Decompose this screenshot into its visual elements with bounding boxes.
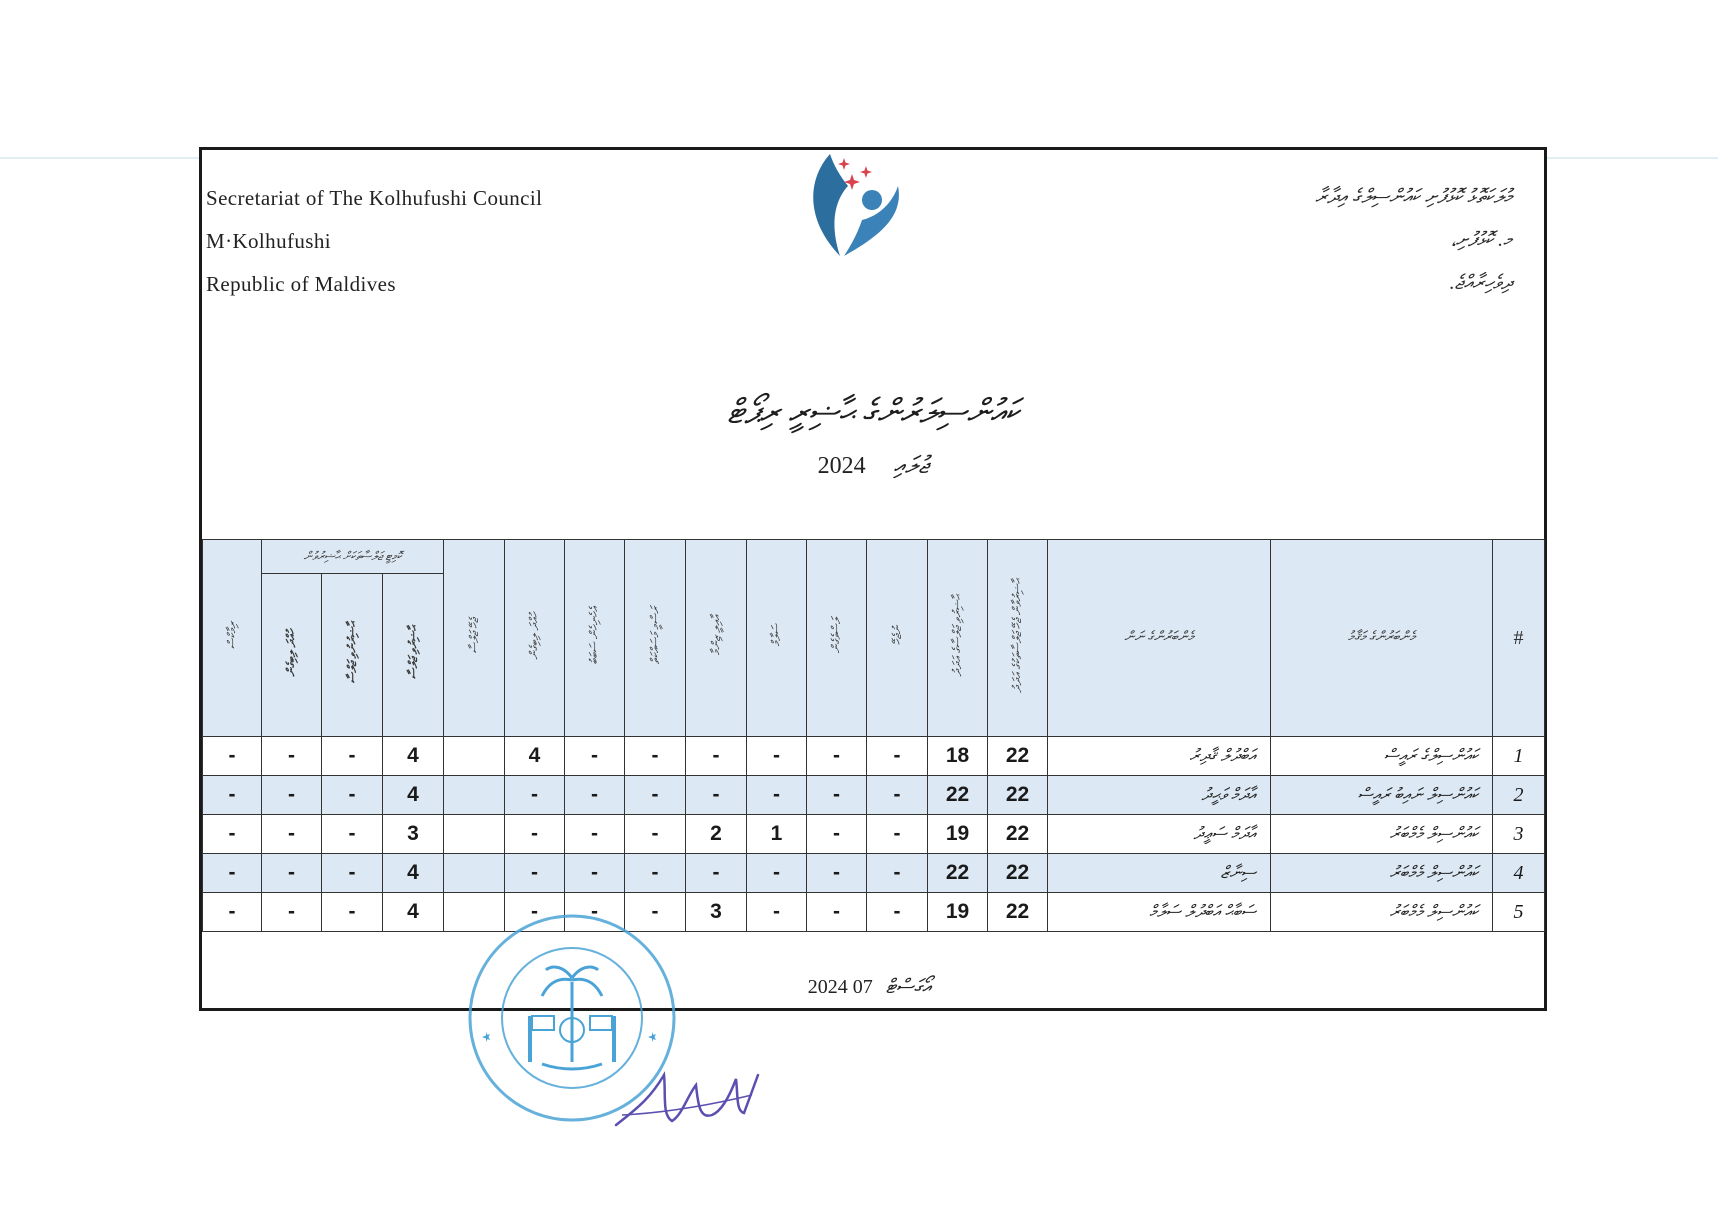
- header-sick: ސަލާމް: [747, 540, 807, 737]
- header-en-line-1: Secretariat of The Kolhufushi Council: [206, 186, 543, 210]
- cell-committee-required: [444, 737, 505, 776]
- cell-absent: -: [867, 893, 928, 932]
- cell-committee-1: 4: [383, 776, 444, 815]
- cell-excused: -: [505, 893, 565, 932]
- header-en-line-3: Republic of Maldives: [206, 272, 396, 296]
- header-committee-required: ޖެހޭ ޖަލްސާ: [444, 540, 505, 737]
- cell-remarks: -: [203, 854, 262, 893]
- cell-committee-2: -: [322, 776, 383, 815]
- cell-post: ކައުންސިލް މެމްބަރު: [1271, 815, 1493, 854]
- cell-absent: -: [867, 815, 928, 854]
- cell-remarks: -: [203, 737, 262, 776]
- cell-committee-2: -: [322, 815, 383, 854]
- cell-committee-1: 3: [383, 815, 444, 854]
- cell-absent: -: [867, 737, 928, 776]
- cell-family: 3: [686, 893, 747, 932]
- header-en-line-2: M·Kolhufushi: [206, 229, 331, 253]
- header-committee-attended: ޙާޟިރުވި ޖަލްސާ: [383, 574, 444, 737]
- cell-committee-3: -: [262, 776, 322, 815]
- cell-family: -: [686, 776, 747, 815]
- report-title: ކައުންސިލަރުންގެ ޙާޟިރީ ރިޕޯޓް: [727, 394, 1019, 431]
- cell-post: ކައުންސިލްގެ ރައީސް: [1271, 737, 1493, 776]
- header-member-post: މެންބަރުންގެ މަޤާމު: [1271, 540, 1493, 737]
- header-committee-leave: ހުއްދަ ލިބިގެން: [262, 574, 322, 737]
- cell-other: -: [565, 737, 625, 776]
- table-row: [203, 815, 1545, 854]
- signature: [612, 1055, 762, 1135]
- cell-name: އަބްދުލް ޤާދިރު: [1048, 737, 1271, 776]
- cell-family: -: [686, 737, 747, 776]
- cell-name: ސަބާޙް އަބްދުލް ސަލާމް: [1048, 893, 1271, 932]
- header-remarks: ރިމާކްސް: [203, 540, 262, 737]
- table-row: [203, 737, 1545, 776]
- cell-committee-1: 4: [383, 893, 444, 932]
- cell-index: 4: [1493, 854, 1545, 893]
- cell-official: -: [625, 854, 686, 893]
- cell-committee-required: [444, 815, 505, 854]
- cell-committee-required: [444, 776, 505, 815]
- header-official-duty: ރަސްމީ މަސައްކަތް: [625, 540, 686, 737]
- cell-official: -: [625, 776, 686, 815]
- cell-other: -: [565, 893, 625, 932]
- report-period: [202, 453, 1544, 480]
- header-absent: ނުޖެހޭ: [867, 540, 928, 737]
- cell-committee-3: -: [262, 854, 322, 893]
- cell-post: ކައުންސިލް މެމްބަރު: [1271, 854, 1493, 893]
- cell-family: 2: [686, 815, 747, 854]
- header-dv-line-3: ދިވެހިރާއްޖެ.: [1449, 272, 1512, 294]
- header-committee-other: ޙާޟިރުނުވި ޖަލްސާ: [322, 574, 383, 737]
- cell-absent: -: [867, 854, 928, 893]
- cell-post: ކައުންސިލް މެމްބަރު: [1271, 893, 1493, 932]
- cell-sick: -: [747, 737, 807, 776]
- header-dv-line-1: މުލަކަތޮޅު ކޮޅުފުށި ކައުންސިލްގެ އިދާރާ: [1315, 186, 1512, 208]
- report-year: 2024: [817, 453, 866, 479]
- cell-attended: 22: [928, 854, 988, 893]
- cell-name: ސިނާޒް: [1048, 854, 1271, 893]
- cell-other: -: [565, 776, 625, 815]
- cell-sick: 1: [747, 815, 807, 854]
- cell-required: 22: [988, 776, 1048, 815]
- cell-index: 5: [1493, 893, 1545, 932]
- cell-family: -: [686, 854, 747, 893]
- cell-attended: 19: [928, 815, 988, 854]
- cell-late: -: [807, 737, 867, 776]
- cell-index: 1: [1493, 737, 1545, 776]
- cell-committee-3: -: [262, 815, 322, 854]
- header-excused: ހުއްދަ ލިބިގެން: [505, 540, 565, 737]
- cell-index: 2: [1493, 776, 1545, 815]
- council-logo-icon: [800, 146, 912, 264]
- header-index: #: [1493, 540, 1545, 737]
- cell-committee-1: 4: [383, 854, 444, 893]
- cell-official: -: [625, 815, 686, 854]
- cell-required: 22: [988, 893, 1048, 932]
- cell-excused: 4: [505, 737, 565, 776]
- signed-year: 2024: [807, 976, 848, 998]
- header-committee-group: ކޮމިޓީ ޖަލްސާތަކަށް ޙާޟިރުވުން: [262, 540, 444, 574]
- cell-other: -: [565, 854, 625, 893]
- cell-excused: -: [505, 815, 565, 854]
- cell-late: -: [807, 854, 867, 893]
- cell-name: އާދަމް ވަޙީދު: [1048, 776, 1271, 815]
- table-row: [203, 854, 1545, 893]
- signed-date: [202, 976, 1544, 999]
- cell-required: 22: [988, 815, 1048, 854]
- attendance-table: [202, 539, 1545, 932]
- cell-index: 3: [1493, 815, 1545, 854]
- cell-required: 22: [988, 737, 1048, 776]
- header-attended-meetings: ޙާޟިރުވި ޖަލްސާގެ އަދަދު: [928, 540, 988, 737]
- cell-sick: -: [747, 854, 807, 893]
- cell-remarks: -: [203, 815, 262, 854]
- cell-committee-2: -: [322, 893, 383, 932]
- cell-absent: -: [867, 776, 928, 815]
- cell-excused: -: [505, 776, 565, 815]
- cell-official: -: [625, 737, 686, 776]
- header-other-leave: އެހެނިހެން ސަބަބު: [565, 540, 625, 737]
- report-month: ޖުލައި: [893, 453, 929, 479]
- cell-committee-3: -: [262, 737, 322, 776]
- attendance-sheet: [199, 147, 1547, 1011]
- header-required-meetings: ޙާޟިރުވާން ޖެހޭ ޖަލްސާތަކުގެ އަދަދު: [988, 540, 1048, 737]
- signed-day: 07: [852, 976, 873, 998]
- cell-remarks: -: [203, 893, 262, 932]
- cell-sick: -: [747, 776, 807, 815]
- cell-sick: -: [747, 893, 807, 932]
- cell-official: -: [625, 893, 686, 932]
- cell-late: -: [807, 815, 867, 854]
- cell-required: 22: [988, 854, 1048, 893]
- cell-name: އާދަމް ސަޢީދު: [1048, 815, 1271, 854]
- cell-post: ކައުންސިލް ނައިބު ރައީސް: [1271, 776, 1493, 815]
- header-late: ލަސްވެގެން: [807, 540, 867, 737]
- header-dv-line-2: މ. ކޮޅުފުށި،: [1450, 229, 1512, 251]
- cell-attended: 19: [928, 893, 988, 932]
- cell-late: -: [807, 893, 867, 932]
- cell-other: -: [565, 815, 625, 854]
- signed-month: އޯގަސްޓް: [885, 976, 931, 998]
- header-family: އާއިލީ ޒިންމާ: [686, 540, 747, 737]
- cell-attended: 22: [928, 776, 988, 815]
- cell-committee-3: -: [262, 893, 322, 932]
- cell-remarks: -: [203, 776, 262, 815]
- cell-committee-2: -: [322, 854, 383, 893]
- table-row: [203, 893, 1545, 932]
- header-member-name: މެންބަރުންގެ ނަން: [1048, 540, 1271, 737]
- cell-committee-2: -: [322, 737, 383, 776]
- cell-excused: -: [505, 854, 565, 893]
- cell-committee-1: 4: [383, 737, 444, 776]
- cell-attended: 18: [928, 737, 988, 776]
- cell-late: -: [807, 776, 867, 815]
- cell-committee-required: [444, 854, 505, 893]
- table-row: [203, 776, 1545, 815]
